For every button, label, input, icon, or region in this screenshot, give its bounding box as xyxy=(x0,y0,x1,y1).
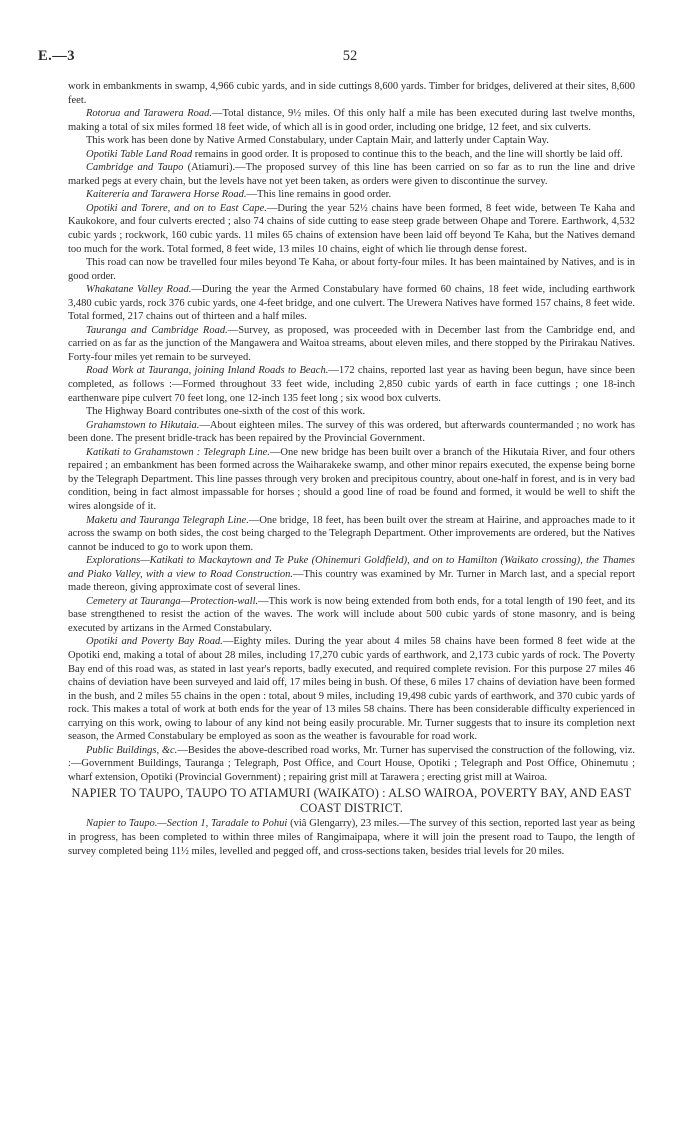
paragraph-lead: Whakatane Valley Road. xyxy=(86,284,192,296)
paragraph-lead: Tauranga and Cambridge Road. xyxy=(86,324,228,336)
page-number: 52 xyxy=(342,48,358,64)
paragraph-lead: Napier to Taupo.—Section 1, Taradale to Pohui xyxy=(86,818,288,830)
paragraph xyxy=(68,554,635,595)
paragraph-lead: Opotiki Table Land Road xyxy=(86,148,193,160)
paragraph-text: —During the year the Armed Constabulary have formed 60 chains, 18 feet wide, including earthwork 3,480 cubic yards, rock 376 cubic yards, one 4-feet bridge, and one culvert. The Urewera Natives have formed 157 chains, 8 feet wide. Total formed, 217 chains out of thirteen and a half miles. xyxy=(68,284,635,323)
paragraph-text: —Eighty miles. During the year about 4 miles 58 chains have been formed 8 feet wide at the Opotiki end, making a total of about 28 miles, including 17,270 cubic yards of earthwork, and 2,173 cubic yards of rock. The Poverty Bay end of this road was, as stated in last year's reports, badly executed, and required complete revision. For this purpose 27 miles 46 chains of deviation have been surveyed and laid off, 17 miles being in bush. Of these, 6 miles 17 chains of deviation have been formed in the bush, and 2 miles 55 chains in the open : total, about 9 miles, including 19,498 cubic yards of earthwork, and 370 cubic yards of rock. This makes a total of work at both ends for the year of 13 miles 58 chains. There has been considerable difficulty experienced in carrying on this work, owing to labour of any kind not being easily procurable. Mr. Turner suggests that to insure its completion next season, the Armed Constabulary be employed as soon as the weather is favourable for road work. xyxy=(68,636,635,743)
paragraph xyxy=(68,364,635,405)
paragraph-lead: Katikati to Grahamstown : Telegraph Line. xyxy=(86,446,270,458)
paragraph xyxy=(68,256,635,283)
paragraph-lead: Public Buildings, &c. xyxy=(86,744,178,756)
paragraph xyxy=(68,817,635,858)
paragraph xyxy=(68,107,635,134)
paragraph xyxy=(68,405,635,419)
paragraph-text: work in embankments in swamp, 4,966 cubic yards, and in side cuttings 8,600 yards. Timber for bridges, delivered at their sites, 8,600 feet. xyxy=(68,81,635,106)
paragraph xyxy=(68,134,635,148)
paragraph xyxy=(68,419,635,446)
paragraph xyxy=(68,595,635,636)
paragraph-text: —During the year 52½ chains have been formed, 8 feet wide, between Te Kaha and Kaukokore, and four culverts erected ; also 74 chains of side cutting to ease steep grade between Ohape and Torere. Earthwork, 4,532 cubic yards ; rockwork, 160 cubic yards. 11 miles 65 chains of extension have been laid off beyond Te Kaha, but the Natives demand too much for the work. Total formed, 8 feet wide, 13 miles 10 chains, eight of which lie through dense forest. xyxy=(68,202,635,255)
document-body xyxy=(68,80,635,858)
paragraph-text: —This work is now being extended from both ends, for a total length of 190 feet, and its base strengthened to resist the action of the waves. The work will include about 500 cubic yards of stone masonry, and is being executed by artizans in the Armed Constabulary. xyxy=(68,595,635,634)
paragraph xyxy=(68,744,635,785)
paragraph xyxy=(68,446,635,514)
paragraph xyxy=(68,202,635,256)
paragraph-text: NAPIER TO TAUPO, TAUPO TO ATIAMURI (WAIKATO) : ALSO WAIROA, POVERTY BAY, AND EAST COAST DISTRICT. xyxy=(71,786,632,815)
paragraph-text: —This line remains in good order. xyxy=(246,189,392,201)
paragraph xyxy=(68,161,635,188)
paragraph-lead: Road Work at Tauranga, joining Inland Roads to Beach. xyxy=(86,365,329,377)
paragraph-text: This road can now be travelled four miles beyond Te Kaha, or about forty-four miles. It has been maintained by Natives, and is in good order. xyxy=(68,257,635,282)
paragraph xyxy=(68,148,635,162)
report-reference: E.—3 xyxy=(38,48,76,64)
paragraph-text: —About eighteen miles. The survey of this was ordered, but afterwards countermanded ; no work has been done. The present bridle-track has been repaired by the Provincial Government. xyxy=(68,419,635,445)
paragraph-text: (viâ Glengarry), 23 miles.—The survey of this section, reported last year as being in progress, has been completed to within three miles of Rangimaipapa, where it will join the present road to Taupo, the length of survey completed being 11½ miles, levelled and pegged off, and cross-sections taken, besides trial levels for 20 miles. xyxy=(68,818,635,857)
paragraph xyxy=(68,514,635,555)
paragraph-text: (Atiamuri).—The proposed survey of this line has been carried on so far as to run the line and drive marked pegs at every chain, but the levels have not yet been taken, as orders were given to discontinue the survey. xyxy=(68,162,635,187)
paragraph-text: —This country was examined by Mr. Turner in March last, and a special report made thereon, giving approximate cost of several lines. xyxy=(68,568,635,594)
paragraph xyxy=(68,188,635,202)
section-heading xyxy=(68,786,635,815)
paragraph-lead: Kaitereria and Tarawera Horse Road. xyxy=(86,189,247,201)
paragraph-lead: Maketu and Tauranga Telegraph Line. xyxy=(86,514,249,526)
paragraph-text: —Total distance, 9½ miles. Of this only half a mile has been executed during last twelve months, making a total of six miles formed 18 feet wide, of which all is in good order, including one bridge, 12 feet, and six culverts. xyxy=(68,108,635,133)
paragraph xyxy=(68,324,635,365)
paragraph-text: —Besides the above-described road works, Mr. Turner has supervised the construction of the following, viz. :—Government Buildings, Tauranga ; Telegraph, Post Office, and Court House, Opotiki ; Telegraph and Post Office, Ohinemutu ; wharf extension, Opotiki (Provincial Government) ; repairing grist mill at Tarawera ; erecting grist mill at Wairoa. xyxy=(68,744,635,783)
paragraph-lead: Opotiki and Poverty Bay Road. xyxy=(86,636,223,648)
paragraph-text: —Survey, as proposed, was proceeded with in December last from the Cambridge end, and carried on as far as the junction of the Mangawera and Waitoa streams, about eleven miles, and there stopped by the Pirirakau Natives. Forty-four miles yet remain to be surveyed. xyxy=(68,324,635,363)
paragraph xyxy=(68,283,635,324)
paragraph-lead: Rotorua and Tarawera Road. xyxy=(86,108,212,120)
paragraph-text: remains in good order. It is proposed to continue this to the beach, and the line will shortly be laid off. xyxy=(192,148,623,160)
paragraph-text: —One new bridge has been built over a branch of the Hikutaia River, and four others repaired ; an embankment has been formed across the Waiharakeke swamp, and other minor repairs executed, the expense being borne by the Telegraph Department. This line passes through very broken and precipitous country, about one-half in forest, and is in very bad condition, being in fact almost impassable for horses ; should a good line of road be found and formed, it would be well to shift the wires alongside of it. xyxy=(68,446,636,512)
paragraph-lead: Grahamstown to Hikutaia. xyxy=(86,419,200,431)
paragraph-lead: Cemetery at Tauranga—Protection-wall. xyxy=(86,595,259,607)
paragraph-text: This work has been done by Native Armed Constabulary, under Captain Mair, and latterly under Captain Way. xyxy=(86,135,549,147)
paragraph-lead: Explorations—Katikati to Mackaytown and Te Puke (Ohinemuri Goldfield), and on to Hamilton (Waikato crossing), the Thames and Piako Valley, with a view to Road Construction. xyxy=(68,555,635,580)
paragraph-text: —One bridge, 18 feet, has been built over the stream at Hairine, and approaches made to it across the swamp on both sides, the cost being charged to the Telegraph Department. Other improvements are ordered, but the Natives cannot be induced to go to work upon them. xyxy=(68,514,635,553)
paragraph-text: —172 chains, reported last year as having been begun, have since been completed, as follows :—Formed throughout 33 feet wide, including 2,850 cubic yards of earth in face cuttings ; one 18-inch earthenware pipe culvert 70 feet long, one 12-inch 135 feet long ; six wood box culverts. xyxy=(68,365,635,404)
paragraph xyxy=(68,635,635,743)
page-header xyxy=(38,48,662,68)
paragraph xyxy=(68,80,635,107)
paragraph-lead: Cambridge and Taupo xyxy=(86,162,184,174)
paragraph-lead: Opotiki and Torere, and on to East Cape. xyxy=(86,202,267,214)
paragraph-text: The Highway Board contributes one-sixth of the cost of this work. xyxy=(86,406,366,418)
